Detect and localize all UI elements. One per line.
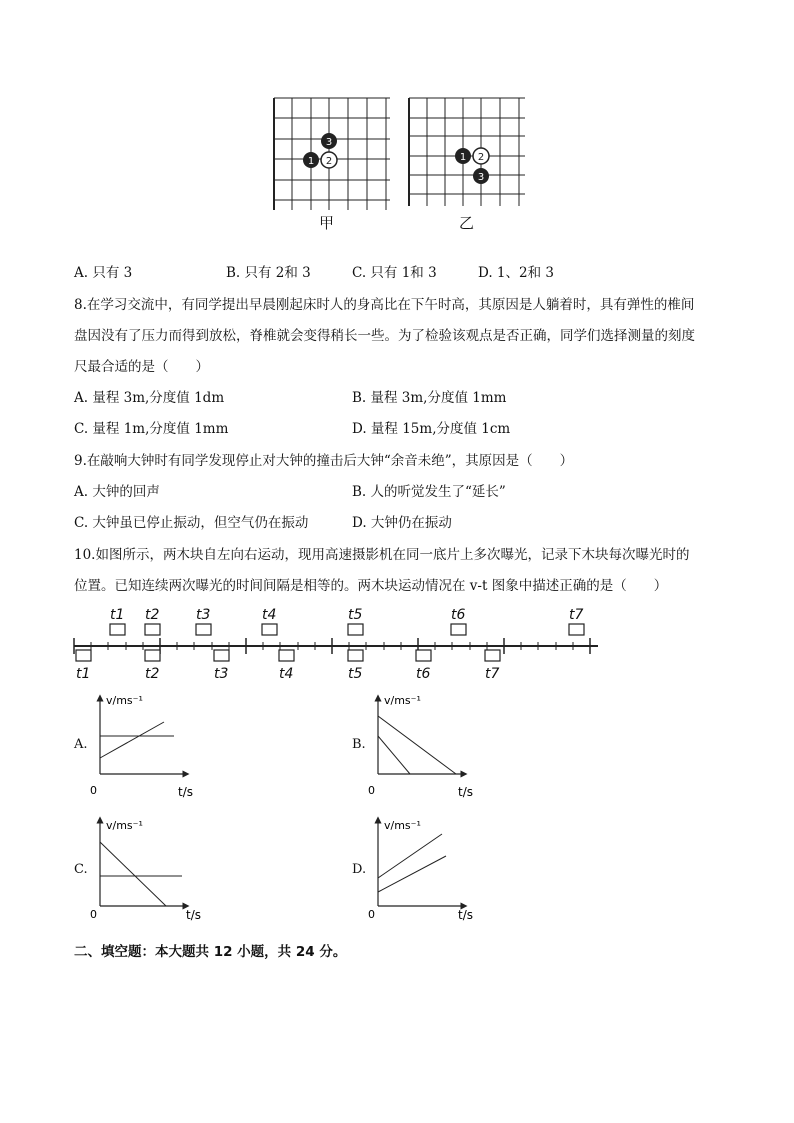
top-block-t5 — [348, 624, 363, 635]
go-figure-caption-yi: 乙 — [459, 214, 475, 232]
svg-text:1: 1 — [307, 156, 315, 167]
vt-graph-d — [364, 812, 484, 924]
top-label-t5: t5 — [348, 607, 363, 623]
q9-stem: 9.在敲响大钟时有同学发现停止对大钟的撞击后大钟“余音未绝”，其原因是（ ） — [74, 453, 574, 469]
top-block-t6 — [451, 624, 466, 635]
vt-graph-a — [86, 690, 206, 802]
bottom-block-t2 — [145, 650, 160, 661]
q10-stem-line2: 位置。已知连续两次曝光的时间间隔是相等的。两木块运动情况在 v-t 图象中描述正确的是（ ） — [74, 578, 668, 594]
svg-text:3: 3 — [477, 172, 485, 183]
bottom-label-t2: t2 — [145, 666, 160, 682]
vt-graph-b — [364, 690, 484, 802]
svg-text:2: 2 — [325, 156, 333, 167]
q9-option-b: B. 人的听觉发生了“延长” — [352, 484, 506, 500]
svg-text:t/s: t/s — [458, 908, 473, 922]
section-2-heading: 二、填空题：本大题共 12 小题，共 24 分。 — [74, 944, 347, 960]
graph-option-a: A. — [74, 737, 88, 752]
q8-option-c: C. 量程 1m,分度值 1mm — [74, 421, 229, 437]
svg-text:t/s: t/s — [458, 785, 473, 799]
svg-text:0: 0 — [368, 908, 375, 921]
bottom-label-t6: t6 — [416, 666, 431, 682]
vt-graph-c — [86, 812, 206, 924]
q7-option-d: D. 1、2和 3 — [478, 265, 554, 281]
top-label-t6: t6 — [451, 607, 466, 623]
bottom-block-t3 — [214, 650, 229, 661]
q8-stem-line3: 尺最合适的是（ ） — [74, 359, 209, 375]
bottom-block-t1 — [76, 650, 91, 661]
q9-option-a: A. 大钟的回声 — [74, 484, 160, 500]
top-label-t1: t1 — [110, 607, 125, 623]
top-block-t3 — [196, 624, 211, 635]
top-label-t7: t7 — [569, 607, 584, 623]
svg-text:0: 0 — [90, 784, 97, 797]
bottom-block-t7 — [485, 650, 500, 661]
top-block-t1 — [110, 624, 125, 635]
bottom-block-t5 — [348, 650, 363, 661]
q7-option-c: C. 只有 1和 3 — [352, 265, 437, 281]
q8-option-d: D. 量程 15m,分度值 1cm — [352, 421, 511, 437]
q9-option-c: C. 大钟虽已停止振动，但空气仍在振动 — [74, 515, 309, 531]
go-board-figure-yi — [405, 96, 527, 210]
graph-option-c: C. — [74, 862, 88, 877]
svg-text:2: 2 — [477, 152, 485, 163]
svg-text:t/s: t/s — [178, 785, 193, 799]
top-label-t3: t3 — [196, 607, 211, 623]
svg-text:v/ms⁻¹: v/ms⁻¹ — [384, 694, 421, 707]
bottom-label-t4: t4 — [279, 666, 294, 682]
svg-text:0: 0 — [368, 784, 375, 797]
q8-stem-line2: 盘因没有了压力而得到放松，脊椎就会变得稍长一些。为了检验该观点是否正确，同学们选择测量的刻度 — [74, 328, 695, 344]
svg-text:t/s: t/s — [186, 908, 201, 922]
svg-text:3: 3 — [325, 137, 333, 148]
q8-option-b: B. 量程 3m,分度值 1mm — [352, 390, 507, 406]
q8-option-a: A. 量程 3m,分度值 1dm — [74, 390, 225, 406]
svg-text:v/ms⁻¹: v/ms⁻¹ — [106, 819, 143, 832]
svg-text:0: 0 — [90, 908, 97, 921]
top-block-t4 — [262, 624, 277, 635]
bottom-label-t5: t5 — [348, 666, 363, 682]
q7-option-a: A. 只有 3 — [74, 265, 133, 281]
bottom-block-t6 — [416, 650, 431, 661]
svg-text:v/ms⁻¹: v/ms⁻¹ — [384, 819, 421, 832]
q10-stem-line1: 10.如图所示，两木块自左向右运动，现用高速摄影机在同一底片上多次曝光，记录下木块每次曝光时的 — [74, 547, 690, 563]
top-label-t4: t4 — [262, 607, 277, 623]
bottom-label-t7: t7 — [485, 666, 500, 682]
bottom-label-t1: t1 — [76, 666, 91, 682]
top-block-t7 — [569, 624, 584, 635]
strobe-photo-diagram — [70, 602, 602, 684]
top-label-t2: t2 — [145, 607, 160, 623]
q9-option-d: D. 大钟仍在振动 — [352, 515, 452, 531]
svg-text:1: 1 — [459, 152, 467, 163]
bottom-label-t3: t3 — [214, 666, 229, 682]
top-block-t2 — [145, 624, 160, 635]
graph-option-d: D. — [352, 862, 367, 877]
q7-option-b: B. 只有 2和 3 — [226, 265, 311, 281]
bottom-block-t4 — [279, 650, 294, 661]
svg-text:v/ms⁻¹: v/ms⁻¹ — [106, 694, 143, 707]
graph-option-b: B. — [352, 737, 366, 752]
go-board-figure-jia — [270, 96, 392, 214]
go-figure-caption-jia: 甲 — [319, 214, 335, 232]
q8-stem-line1: 8.在学习交流中，有同学提出早晨刚起床时人的身高比在下午时高，其原因是人躺着时，具有弹性的椎间 — [74, 297, 695, 313]
